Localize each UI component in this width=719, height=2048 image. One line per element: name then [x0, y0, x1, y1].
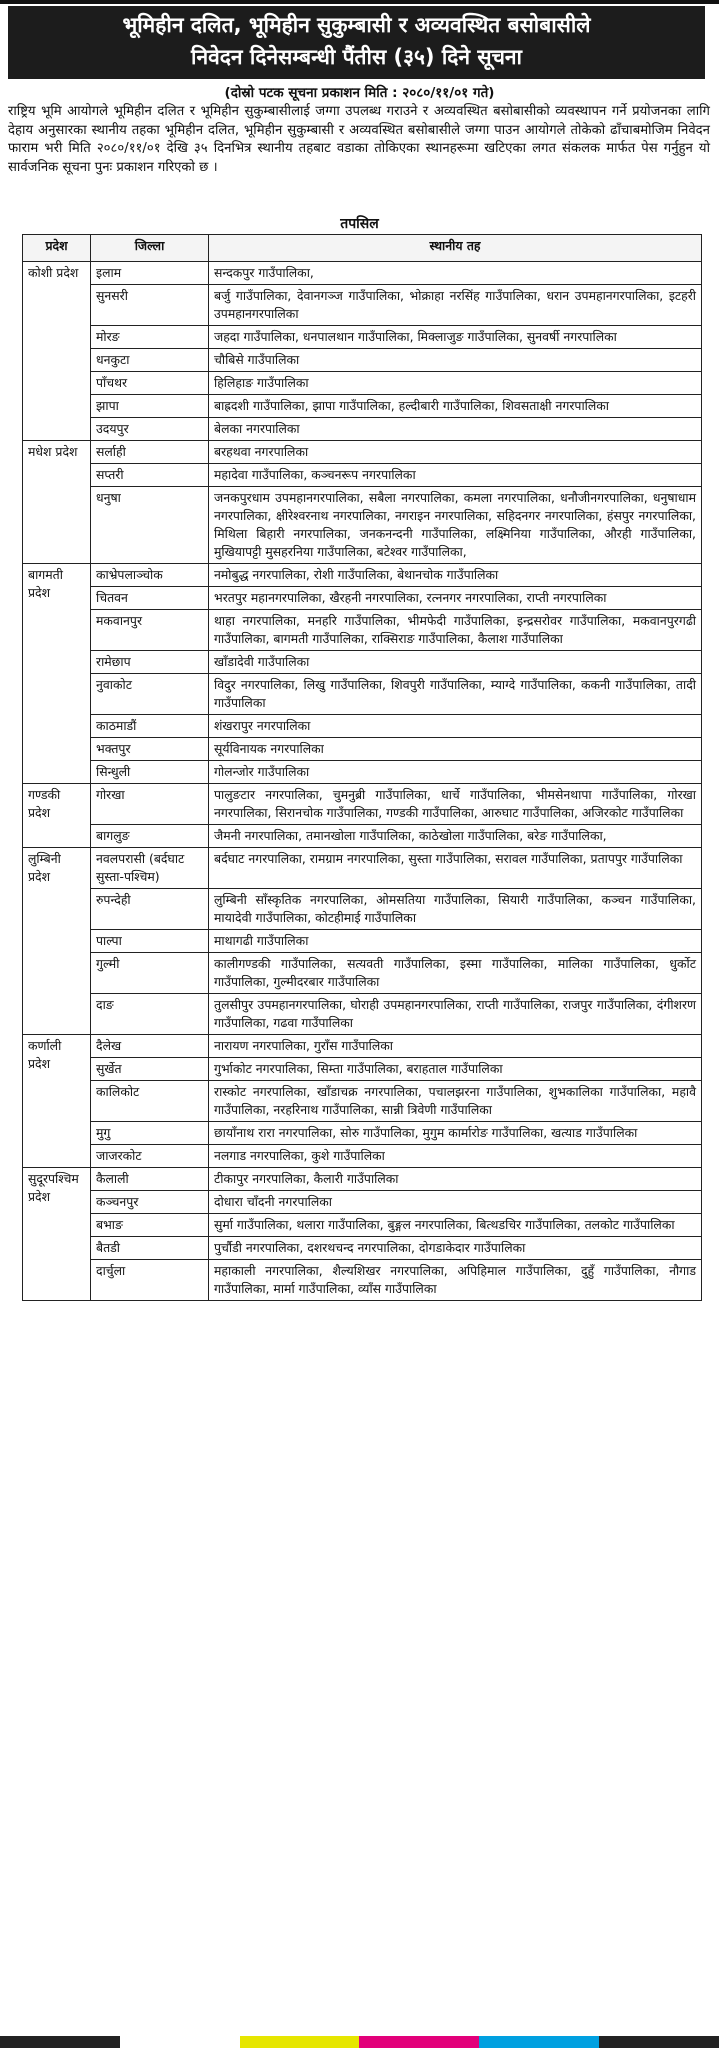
province-cell: लुम्बिनी प्रदेश	[23, 848, 91, 1035]
district-cell: सुर्खेत	[91, 1058, 209, 1081]
table-row	[23, 587, 702, 610]
table-row	[23, 1122, 702, 1145]
table-row	[23, 889, 702, 930]
local-level-cell: माथागढी गाउँपालिका	[209, 930, 702, 953]
top-border	[0, 0, 719, 4]
local-level-cell: हिलिहाङ गाउँपालिका	[209, 372, 702, 395]
local-level-cell: गोलन्जोर गाउँपालिका	[209, 761, 702, 784]
table-row	[23, 930, 702, 953]
province-cell: गण्डकी प्रदेश	[23, 784, 91, 848]
local-level-cell: नमोबुद्ध नगरपालिका, रोशी गाउँपालिका, बेथानचोक गाउँपालिका	[209, 564, 702, 587]
district-cell: कञ्चनपुर	[91, 1191, 209, 1214]
table-row	[23, 1260, 702, 1301]
local-level-cell: गुर्भाकोट नगरपालिका, सिम्ता गाउँपालिका, बराहताल गाउँपालिका	[209, 1058, 702, 1081]
table-row	[23, 674, 702, 715]
table-row	[23, 285, 702, 326]
district-cell: सुनसरी	[91, 285, 209, 326]
table-row	[23, 262, 702, 285]
district-cell: गोरखा	[91, 784, 209, 825]
district-cell: झापा	[91, 395, 209, 418]
district-cell: बागलुङ	[91, 825, 209, 848]
table-row	[23, 715, 702, 738]
district-cell: चितवन	[91, 587, 209, 610]
district-cell: कालिकोट	[91, 1081, 209, 1122]
table-row	[23, 1035, 702, 1058]
local-level-cell: शंखरापुर नगरपालिका	[209, 715, 702, 738]
district-cell: इलाम	[91, 262, 209, 285]
table-row	[23, 441, 702, 464]
district-cell: रामेछाप	[91, 651, 209, 674]
province-cell: कोशी प्रदेश	[23, 262, 91, 441]
province-cell: सुदूरपश्चिम प्रदेश	[23, 1168, 91, 1301]
local-level-cell: चौबिसे गाउँपालिका	[209, 349, 702, 372]
local-level-cell: भरतपुर महानगरपालिका, खैरहनी नगरपालिका, रत्ननगर नगरपालिका, राप्ती नगरपालिका	[209, 587, 702, 610]
local-level-cell: बेलका नगरपालिका	[209, 418, 702, 441]
local-level-cell: पालुङटार नगरपालिका, चुमनुब्री गाउँपालिका, धार्चे गाउँपालिका, भीमसेनथापा गाउँपालिका, गोरखा नगरपालिका, सिरानचोक गाउँपालिका, गण्डकी गाउँपालिका, आरुघाट गाउँपालिका, अजिरकोट गाउँपालिका	[209, 784, 702, 825]
local-level-cell: सूर्यविनायक नगरपालिका	[209, 738, 702, 761]
province-cell: बागमती प्रदेश	[23, 564, 91, 784]
district-cell: मोरङ	[91, 326, 209, 349]
district-cell: काठमाडौं	[91, 715, 209, 738]
local-level-cell: थाहा नगरपालिका, मनहरि गाउँपालिका, भीमफेदी गाउँपालिका, इन्द्रसरोवर गाउँपालिका, मकवानपुरगढी गाउँपालिका, बागमती गाउँपालिका, राक्सिराङ गाउँपालिका, कैलाश गाउँपालिका	[209, 610, 702, 651]
local-level-cell: खाँडादेवी गाउँपालिका	[209, 651, 702, 674]
publication-date-subtitle: (दोस्रो पटक सूचना प्रकाशन मिति : २०८०/११/०१ गते)	[224, 85, 495, 101]
local-level-cell: दोधारा चाँदनी नगरपालिका	[209, 1191, 702, 1214]
local-level-cell: टीकापुर नगरपालिका, कैलारी गाउँपालिका	[209, 1168, 702, 1191]
notice-title-banner	[8, 6, 705, 79]
table-row	[23, 326, 702, 349]
province-cell: कर्णाली प्रदेश	[23, 1035, 91, 1168]
table-row	[23, 784, 702, 825]
local-level-cell: पुर्चौडी नगरपालिका, दशरथचन्द नगरपालिका, दोगडाकेदार गाउँपालिका	[209, 1237, 702, 1260]
table-row	[23, 1214, 702, 1237]
district-cell: धनकुटा	[91, 349, 209, 372]
table-row	[23, 487, 702, 564]
local-level-cell: छायाँनाथ रारा नगरपालिका, सोरु गाउँपालिका, मुगुम कार्मारोङ गाउँपालिका, खत्याड गाउँपालिका	[209, 1122, 702, 1145]
header-province: प्रदेश	[23, 235, 91, 262]
schedule-heading: तपसिल	[340, 216, 379, 232]
local-level-cell: महादेवा गाउँपालिका, कञ्चनरूप नगरपालिका	[209, 464, 702, 487]
table-row	[23, 464, 702, 487]
district-cell: पाल्पा	[91, 930, 209, 953]
district-cell: जाजरकोट	[91, 1145, 209, 1168]
district-cell: भक्तपुर	[91, 738, 209, 761]
local-level-cell: महाकाली नगरपालिका, शैल्यशिखर नगरपालिका, अपिहिमाल गाउँपालिका, दुहुँ गाउँपालिका, नौगाड गाउँपालिका, मार्मा गाउँपालिका, व्याँस गाउँपालिका	[209, 1260, 702, 1301]
local-level-cell: सन्दकपुर गाउँपालिका,	[209, 262, 702, 285]
notice-title-line-1: भूमिहीन दलित, भूमिहीन सुकुम्बासी र अव्यवस्थित बसोबासीले	[122, 13, 591, 37]
local-level-cell: बर्जु गाउँपालिका, देवानगञ्ज गाउँपालिका, भोक्राहा नरसिंह गाउँपालिका, धरान उपमहानगरपालिका, इटहरी उपमहानगरपालिका	[209, 285, 702, 326]
local-level-cell: सुर्मा गाउँपालिका, थलारा गाउँपालिका, बुङ्गल नगरपालिका, बित्थडचिर गाउँपालिका, तलकोट गाउँपालिका	[209, 1214, 702, 1237]
table-row	[23, 349, 702, 372]
table-row	[23, 1081, 702, 1122]
local-level-cell: बाह्रदशी गाउँपालिका, झापा गाउँपालिका, हल्दीबारी गाउँपालिका, शिवसताक्षी नगरपालिका	[209, 395, 702, 418]
local-level-cell: बरहथवा नगरपालिका	[209, 441, 702, 464]
district-cell: सिन्धुली	[91, 761, 209, 784]
table-row	[23, 953, 702, 994]
table-row	[23, 738, 702, 761]
table-row	[23, 1145, 702, 1168]
district-cell: पाँचथर	[91, 372, 209, 395]
local-level-cell: विदुर नगरपालिका, लिखु गाउँपालिका, शिवपुरी गाउँपालिका, म्याग्दे गाउँपालिका, ककनी गाउँपालिका, तादी गाउँपालिका	[209, 674, 702, 715]
table-header-row	[23, 235, 702, 262]
local-level-cell: बर्दघाट नगरपालिका, रामग्राम नगरपालिका, सुस्ता गाउँपालिका, सरावल गाउँपालिका, प्रतापपुर गाउँपालिका	[209, 848, 702, 889]
district-cell: रुपन्देही	[91, 889, 209, 930]
district-cell: मुगु	[91, 1122, 209, 1145]
district-cell: गुल्मी	[91, 953, 209, 994]
table-row	[23, 395, 702, 418]
local-level-cell: कालीगण्डकी गाउँपालिका, सत्यवती गाउँपालिका, इस्मा गाउँपालिका, मालिका गाउँपालिका, धुर्कोट गाउँपालिका, गुल्मीदरबार गाउँपालिका	[209, 953, 702, 994]
table-row	[23, 1237, 702, 1260]
local-level-cell: लुम्बिनी साँस्कृतिक नगरपालिका, ओमसतिया गाउँपालिका, सियारी गाउँपालिका, कञ्चन गाउँपालिका, मायादेवी गाउँपालिका, कोटहीमाई गाउँपालिका	[209, 889, 702, 930]
district-cell: नवलपरासी (बर्दघाट सुस्ता-पश्चिम)	[91, 848, 209, 889]
district-cell: दैलेख	[91, 1035, 209, 1058]
table-row	[23, 564, 702, 587]
district-cell: कैलाली	[91, 1168, 209, 1191]
district-cell: काभ्रेपलाञ्चोक	[91, 564, 209, 587]
district-cell: मकवानपुर	[91, 610, 209, 651]
province-cell: मधेश प्रदेश	[23, 441, 91, 564]
table-row	[23, 610, 702, 651]
color-bar	[0, 2036, 719, 2048]
table-row	[23, 994, 702, 1035]
district-cell: बैतडी	[91, 1237, 209, 1260]
district-cell: बभाङ	[91, 1214, 209, 1237]
district-cell: दाङ	[91, 994, 209, 1035]
header-local-level: स्थानीय तह	[209, 235, 702, 262]
table-row	[23, 848, 702, 889]
district-cell: नुवाकोट	[91, 674, 209, 715]
local-level-cell: नलगाड नगरपालिका, कुशे गाउँपालिका	[209, 1145, 702, 1168]
local-level-cell: जैमनी नगरपालिका, तमानखोला गाउँपालिका, काठेखोला गाउँपालिका, बरेङ गाउँपालिका,	[209, 825, 702, 848]
district-cell: सर्लाही	[91, 441, 209, 464]
table-body	[23, 262, 702, 1301]
table-row	[23, 761, 702, 784]
local-level-cell: रास्कोट नगरपालिका, खाँडाचक्र नगरपालिका, पचालझरना गाउँपालिका, शुभकालिका गाउँपालिका, महावै गाउँपालिका, नरहरिनाथ गाउँपालिका, सान्नी त्रिवेणी गाउँपालिका	[209, 1081, 702, 1122]
table-row	[23, 1191, 702, 1214]
local-level-cell: तुलसीपुर उपमहानगरपालिका, घोराही उपमहानगरपालिका, राप्ती गाउँपालिका, राजपुर गाउँपालिका, दंगीशरण गाउँपालिका, गढवा गाउँपालिका	[209, 994, 702, 1035]
notice-title-line-2: निवेदन दिनेसम्बन्धी पैंतीस (३५) दिने सूचना	[191, 45, 522, 69]
header-district: जिल्ला	[91, 235, 209, 262]
schedule-table	[22, 234, 702, 1301]
district-cell: सप्तरी	[91, 464, 209, 487]
district-cell: दार्चुला	[91, 1260, 209, 1301]
district-cell: उदयपुर	[91, 418, 209, 441]
table-row	[23, 651, 702, 674]
table-row	[23, 1058, 702, 1081]
table-row	[23, 372, 702, 395]
local-level-cell: नारायण नगरपालिका, गुराँस गाउँपालिका	[209, 1035, 702, 1058]
district-cell: धनुषा	[91, 487, 209, 564]
local-level-cell: जनकपुरधाम उपमहानगरपालिका, सबैला नगरपालिका, कमला नगरपालिका, धनौजीनगरपालिका, धनुषाधाम नगरपालिका, क्षीरेश्वरनाथ नगरपालिका, नगराइन नगरपालिका, सहिदनगर नगरपालिका, हंसपुर नगरपालिका, मिथिला बिहारी नगरपालिका, जनकनन्दनी गाउँपालिका, लक्ष्मिनिया गाउँपालिका, औरही गाउँपालिका, मुखियापट्टी मुसहरनिया गाउँपालिका, बटेश्वर गाउँपालिका,	[209, 487, 702, 564]
table-row	[23, 825, 702, 848]
notice-body-paragraph: राष्ट्रिय भूमि आयोगले भूमिहीन दलित र भूमिहीन सुकुम्बासीलाई जग्गा उपलब्ध गराउने र अव्यवस्थित बसोबासीको व्यवस्थापन गर्ने प्रयोजनका लागि देहाय अनुसारका स्थानीय तहका भूमिहीन दलित, भूमिहीन सुकुम्बासी र अव्यवस्थित बसोबासीले जग्गा पाउन आयोगले तोकेको ढाँचाबमोजिम निवेदन फाराम भरी मिति २०८०/११/०१ देखि ३५ दिनभित्र स्थानीय तहबाट वडाका तोकिएका स्थानहरूमा खटिएका लगत संकलक मार्फत पेस गर्नुहुन यो सार्वजनिक सूचना पुनः प्रकाशन गरिएको छ ।	[8, 104, 710, 175]
table-row	[23, 1168, 702, 1191]
table-row	[23, 418, 702, 441]
local-level-cell: जहदा गाउँपालिका, धनपालथान गाउँपालिका, मिक्लाजुङ गाउँपालिका, सुनवर्षी नगरपालिका	[209, 326, 702, 349]
